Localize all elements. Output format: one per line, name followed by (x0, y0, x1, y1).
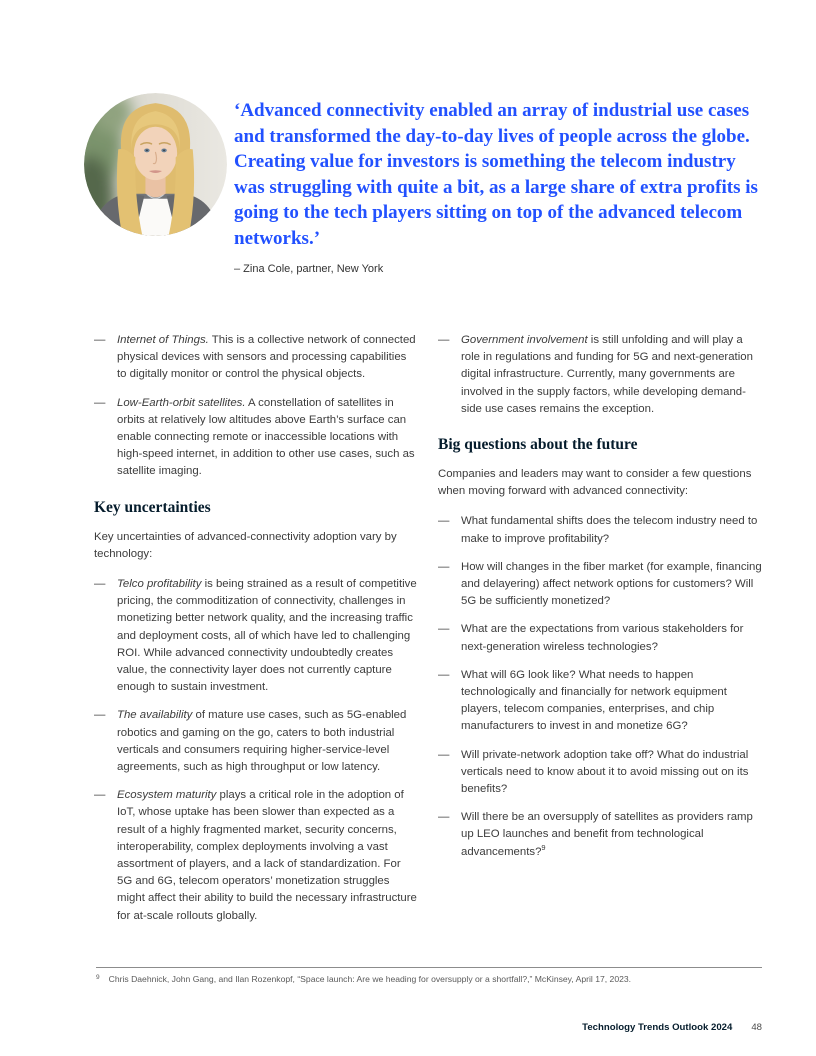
bullet-text: Will there be an oversupply of satellites as providers ramp up LEO launches and benefit from technological advancements? (461, 811, 753, 858)
list-item (438, 513, 762, 547)
bullet-dash: — (438, 623, 450, 636)
bullet-text: What are the expectations from various stakeholders for next-generation wireless technologies? (461, 623, 744, 653)
bullet-text: How will changes in the fiber market (for example, financing and delayering) affect network options for customers? Will 5G be sufficiently monetized? (461, 560, 762, 608)
list-item (94, 395, 418, 481)
bullet-dash: — (438, 515, 450, 528)
portrait-illustration (84, 93, 227, 236)
bullet-text: Will private-network adoption take off? What do industrial verticals need to know about it to avoid missing out on its benefits? (461, 748, 749, 796)
footnote-number: 9 (96, 974, 100, 981)
bullet-dash: — (438, 811, 450, 824)
bullet-dash: — (438, 334, 450, 346)
list-item (94, 332, 418, 384)
bullet-text: plays a critical role in the adoption of IoT, whose uptake has been slower than expected as a result of a highly fragmented market, security concerns, interoperability, complex deployments involving a vast assortment of players, and a lack of standardization. For 5G and 6G, telecom operators’ monetization struggles might affect their ability to build the necessary infrastructure for at-scale rollouts globally. (117, 789, 417, 922)
bullet-text: What will 6G look like? What needs to happen technologically and financially for network equipment players, telecom companies, enterprises, and chip manufacturers to invest in and monetize 6G? (461, 668, 727, 733)
page-number: 48 (751, 1022, 762, 1033)
page-footer (582, 1022, 762, 1034)
list-item (94, 787, 418, 925)
list-item (94, 707, 418, 776)
quote-attribution: – Zina Cole, partner, New York (234, 263, 384, 275)
bullet-dash: — (94, 396, 106, 409)
bullet-text: is being strained as a result of competitive pricing, the commoditization of connectivity, challenges in monetizing better network quality, and the increasing traffic and deployment costs, all of which have led to challenging ROI. While advanced connectivity undoubtedly creates value, the connectivity layer does not currently capture enough to sustain investment. (117, 578, 417, 694)
footnote-section (96, 967, 762, 985)
section-heading-key-uncertainties: Key uncertainties (94, 498, 211, 516)
bullet-lead: Internet of Things. (117, 334, 209, 346)
list-item (438, 559, 762, 611)
bullet-text: is still unfolding and will play a role in regulations and funding for 5G and next-generation digital infrastructure. Currently, many governments are involved in the supply factors, while developing demand-side use cases remains the exception. (461, 334, 753, 415)
list-item (438, 809, 762, 861)
quote-block (234, 93, 758, 276)
list-item (438, 332, 762, 418)
bullet-dash: — (438, 560, 450, 573)
section-intro: Key uncertainties of advanced-connectivity adoption vary by technology: (94, 530, 397, 560)
body-columns (94, 332, 762, 936)
section-heading-big-questions: Big questions about the future (438, 436, 638, 454)
bullet-dash: — (94, 709, 106, 722)
footnote (96, 974, 762, 985)
bullet-dash: — (94, 789, 106, 802)
bullet-lead: Ecosystem maturity (117, 789, 217, 802)
bullet-dash: — (438, 748, 450, 761)
document-title: Technology Trends Outlook 2024 (582, 1022, 733, 1033)
bullet-lead: The availability (117, 709, 193, 722)
section-intro: Companies and leaders may want to consider a few questions when moving forward with advanced connectivity: (438, 468, 752, 498)
list-item (438, 621, 762, 655)
bullet-text: of mature use cases, such as 5G-enabled robotics and gaming on the go, caters to both industrial verticals and consumers requiring higher-service-level agreements, such as high throughput or low latency. (117, 709, 407, 774)
portrait-photo (84, 93, 227, 236)
bullet-dash: — (438, 668, 450, 681)
list-item (438, 667, 762, 736)
bullet-text: This is a collective network of connected physical devices with sensors and processing capabilities to digitally monitor or control the physical objects. (117, 334, 416, 381)
left-column (94, 332, 418, 936)
footnote-text: Chris Daehnick, John Gang, and Ilan Rozenkopf, “Space launch: Are we heading for oversupply or a shortfall?,” McKinsey, April 17, 2023. (108, 974, 632, 984)
bullet-lead: Government involvement (461, 334, 588, 346)
pull-quote: ‘Advanced connectivity enabled an array of industrial use cases and transformed the day-to-day lives of people across the globe. Creating value for investors is something the telecom industry was struggling with quite a bit, as a large share of extra profits is going to the tech players sitting on top of the advanced telecom networks.’ (234, 100, 758, 249)
quote-section (84, 93, 758, 276)
bullet-dash: — (94, 578, 106, 591)
footnote-reference: 9 (541, 842, 546, 852)
list-item (94, 576, 418, 696)
bullet-lead: Telco profitability (117, 578, 202, 591)
list-item (438, 747, 762, 799)
bullet-text: What fundamental shifts does the telecom industry need to make to improve profitability? (461, 515, 758, 545)
right-column (438, 332, 762, 936)
bullet-lead: Low-Earth-orbit satellites. (117, 396, 246, 409)
bullet-text: A constellation of satellites in orbits at relatively low altitudes above Earth’s surface can enable connecting remote or inaccessible locations with high-speed internet, in addition to other use cases, such as satellite imaging. (117, 396, 415, 478)
bullet-dash: — (94, 334, 106, 346)
